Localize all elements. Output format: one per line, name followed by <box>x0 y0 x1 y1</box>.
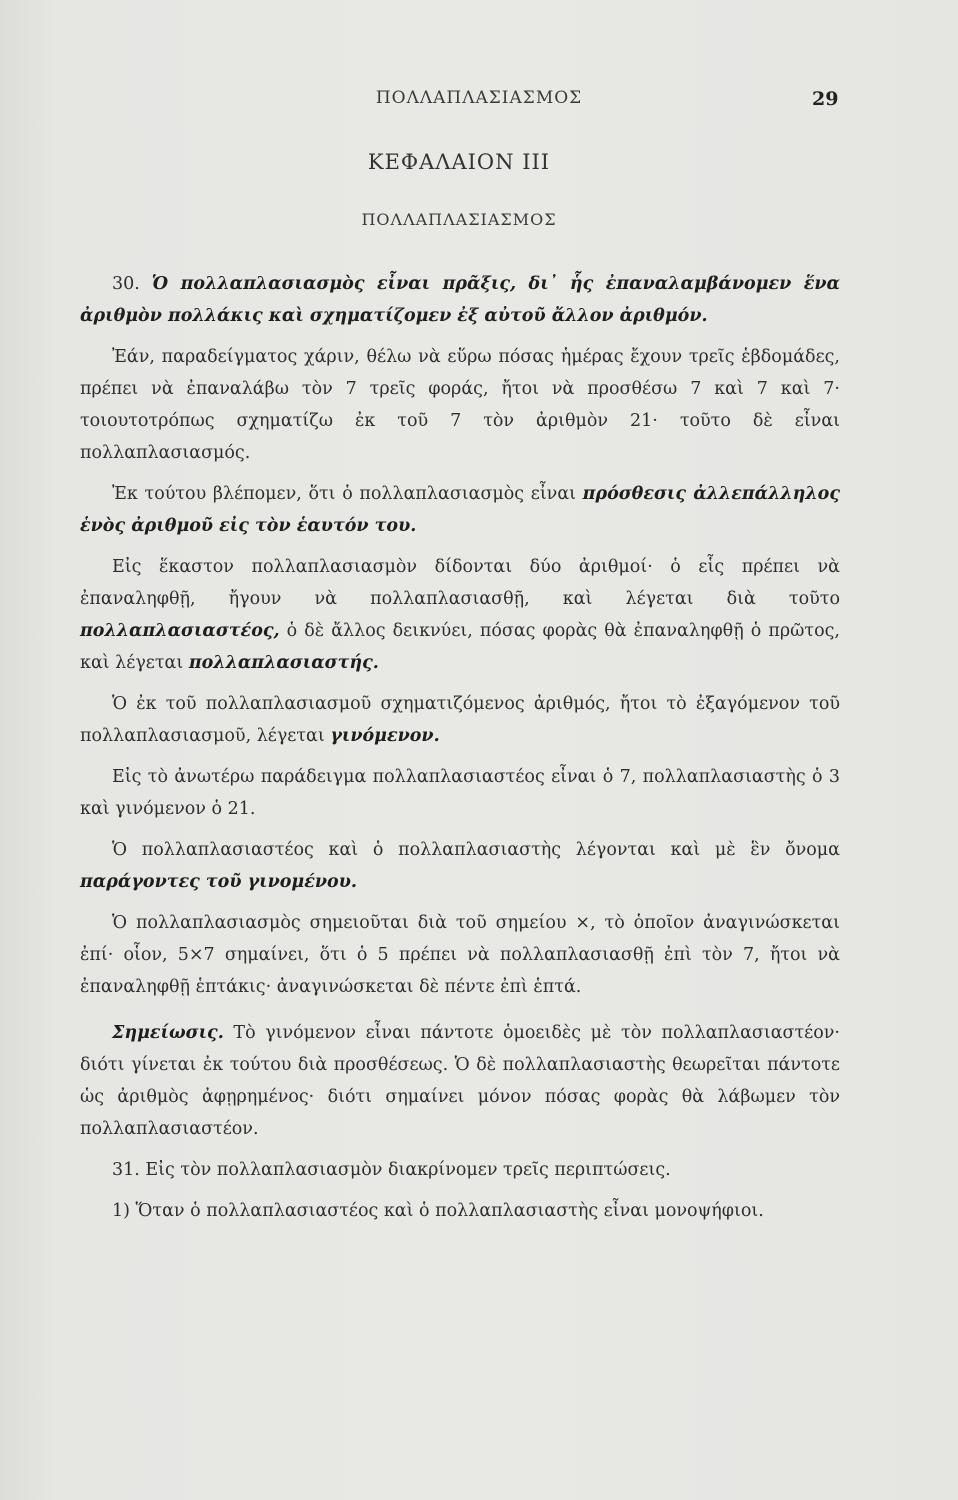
multiplication-definition: Ὁ πολλαπλασιασμὸς εἶναι πρᾶξις, δι᾽ ἧς ἐπαναλαμβάνομεν ἕνα ἀριθμὸν πολλάκις καὶ σχηματίζομεν ἐξ αὐτοῦ ἄλλον ἀριθμόν. <box>80 274 840 326</box>
paragraph-example: Ἐάν, παραδείγματος χάριν, θέλω νὰ εὕρω πόσας ἡμέρας ἔχουν τρεῖς ἑβδομάδες, πρέπει νὰ ἐπαναλάβω τὸν 7 τρεῖς φοράς, ἤτοι νὰ προσθέσω 7 καὶ 7 καὶ 7· τοιουτοτρόπως σχηματίζω ἐκ τοῦ 7 τὸν ἀριθμὸν 21· τοῦτο δὲ εἶναι πολλαπλασιασμός. <box>80 347 840 463</box>
paragraph-note <box>80 1017 840 1145</box>
factors-text: Ὁ πολλαπλασιαστέος καὶ ὁ πολλαπλασιαστὴς λέγονται καὶ μὲ ἓν ὄνομα <box>112 840 840 860</box>
body-text <box>80 268 840 1236</box>
term-factors: παράγοντες τοῦ γινομένου. <box>80 872 357 892</box>
running-head: ΠΟΛΛΑΠΛΑΣΙΑΣΜΟΣ <box>375 88 583 108</box>
addition-text: Ἐκ τούτου βλέπομεν, ὅτι ὁ πολλαπλασιασμὸς εἶναι <box>112 484 576 504</box>
chapter-title: ΚΕΦΑΛΑΙΟΝ ΙΙΙ <box>367 150 551 174</box>
page-number: 29 <box>812 88 839 110</box>
note-label: Σημείωσις. <box>112 1023 224 1043</box>
paragraph-number: 30. <box>112 274 140 294</box>
paragraph-example-values: Εἰς τὸ ἀνωτέρω παράδειγμα πολλαπλασιαστέος εἶναι ὁ 7, πολλαπλασιαστὴς ὁ 3 καὶ γινόμενον ὁ 21. <box>80 767 840 819</box>
paragraph-case-1: 1) Ὅταν ὁ πολλαπλασιαστέος καὶ ὁ πολλαπλασιαστὴς εἶναι μονοψήφιοι. <box>112 1201 764 1221</box>
paragraph-30-definition <box>80 268 840 332</box>
term-product: γινόμενον. <box>330 726 440 746</box>
paragraph-31: 31. Εἰς τὸν πολλαπλασιασμὸν διακρίνομεν τρεῖς περιπτώσεις. <box>112 1160 671 1180</box>
note-text: Τὸ γινόμενον εἶναι πάντοτε ὁμοειδὲς μὲ τὸν πολλαπλασιαστέον· διότι γίνεται ἐκ τούτου διὰ προσθέσεως. Ὁ δὲ πολλαπλασιαστὴς θεωρεῖται πάντοτε ὡς ἀριθμὸς ἀφῃρημένος· διότι σημαίνει μόνον πόσας φορὰς θὰ λάβωμεν τὸν πολλαπλασιαστέον. <box>80 1023 840 1139</box>
paragraph-terms <box>80 551 840 679</box>
product-text: Ὁ ἐκ τοῦ πολλαπλασιασμοῦ σχηματιζόμενος ἀριθμός, ἤτοι τὸ ἐξαγόμενον τοῦ πολλαπλασιασμοῦ, λέγεται <box>80 694 840 746</box>
section-title: ΠΟΛΛΑΠΛΑΣΙΑΣΜΟΣ <box>361 210 557 229</box>
paragraph-factors <box>80 834 840 898</box>
term-multiplicand: πολλαπλασιαστέος, <box>80 621 280 641</box>
addition-emphasis: πρόσθεσις ἀλλεπάλληλος ἑνὸς ἀριθμοῦ εἰς τὸν ἑαυτόν του. <box>80 484 840 536</box>
terms-text-2: ὁ δὲ ἄλλος δεικνύει, πόσας φορὰς θὰ ἐπαναληφθῇ ὁ πρῶτος, καὶ λέγεται <box>80 621 840 673</box>
term-multiplier: πολλαπλασιαστής. <box>188 653 379 673</box>
paragraph-sign: Ὁ πολλαπλασιασμὸς σημειοῦται διὰ τοῦ σημείου ×, τὸ ὁποῖον ἀναγινώσκεται ἐπί· οἷον, 5×7 σημαίνει, ὅτι ὁ 5 πρέπει νὰ πολλαπλασιασθῇ ἐπὶ τὸν 7, ἤτοι νὰ ἐπαναληφθῇ ἑπτάκις· ἀναγινώσκεται δὲ πέντε ἐπὶ ἑπτά. <box>80 913 840 997</box>
terms-text-1: Εἰς ἕκαστον πολλαπλασιασμὸν δίδονται δύο ἀριθμοί· ὁ εἷς πρέπει νὰ ἐπαναληφθῇ, ἤγουν νὰ πολλαπλασιασθῇ, καὶ λέγεται διὰ τοῦτο <box>80 557 840 609</box>
paragraph-addition <box>80 478 840 542</box>
paragraph-product <box>80 688 840 752</box>
